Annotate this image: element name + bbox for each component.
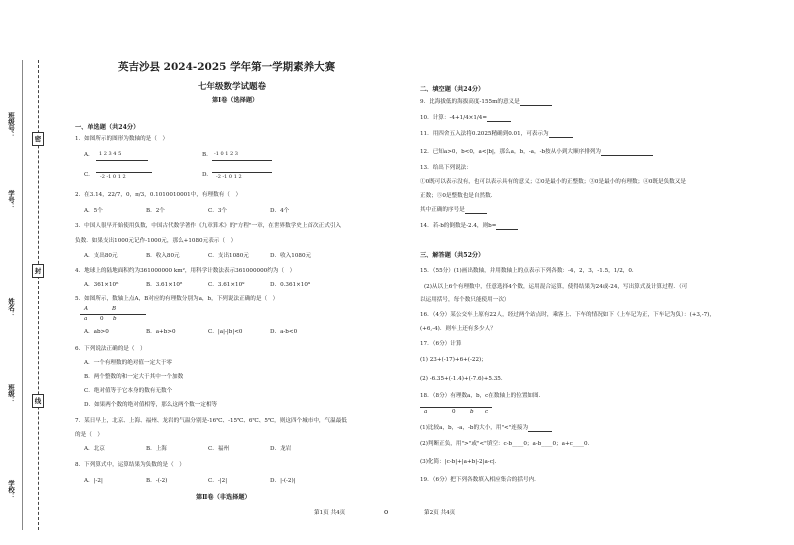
q18-label-b: b (470, 409, 474, 415)
q2-opt-d: D．4个 (270, 208, 290, 214)
q11-text: 11．用四舍五入法将0.2025精确到0.01，可表示为 (420, 131, 573, 138)
q5-label-zero: 0 (100, 316, 104, 322)
q2-opt-c: C．3个 (208, 208, 228, 214)
q3-opt-c: C．支出1080元 (208, 253, 249, 259)
q13-line-2: 正数；⑤0是整数也是自然数． (420, 193, 497, 199)
q9-text: 9．比海拔低的海拔高度-155m的意义是 (420, 99, 552, 106)
q18-label-c: c (485, 409, 489, 415)
q3-opt-b: B．收入80元 (146, 253, 180, 259)
q16-line-2: (+6,-4)．则车上还有多少人？ (420, 326, 496, 332)
q1-opt-c: C. (84, 172, 90, 178)
q8-opt-c: C．-|2| (208, 478, 228, 484)
q5-label-a: a (84, 316, 88, 322)
margin-line (22, 60, 23, 530)
q5-label-b: b (113, 316, 117, 322)
q4-text: 4．地球上的陆地面积约为361000000 km²，用科学计数法表示361000000约为（ ） (75, 268, 296, 274)
q2-text: 2．在3.14，22/7，0，π/3，0.1010010001中，有理数有（ ） (75, 192, 242, 198)
q10-text: 10．计算：-4+1/4×1/4= (420, 115, 511, 122)
q5-point-a: A (84, 306, 89, 312)
q5-axis (80, 314, 146, 315)
q1-b-ticks: -1 0 1 2 3 (214, 151, 238, 157)
q6-opt-b: B．两个整数的和一定大于其中一个加数 (84, 374, 184, 380)
section1-heading: 一、单选题（共24分） (75, 124, 140, 131)
q18-label-a: a (424, 409, 428, 415)
q1-a-ticks: 1 2 3 4 5 (99, 151, 122, 157)
q19-text: 19．（6分）把下列各数填入相应集合的括号内． (420, 477, 540, 483)
q1-c-axis (96, 172, 152, 173)
q5-opt-b: B．a+b>0 (146, 329, 176, 335)
section3-heading: 三、解答题（共52分） (420, 252, 485, 259)
q7-opt-b: B．上海 (146, 446, 167, 452)
q5-text: 5．如图所示，数轴上点A，B对应的有理数分别为a，b，下列说法正确的是（ ） (75, 296, 279, 302)
q8-text: 8．下列算式中，运算结果为负数的是（ ） (75, 462, 185, 468)
q14-text: 14．若-b的倒数是-2.4，则b= (420, 223, 518, 230)
seal-feng: 封 (32, 264, 44, 278)
q3-opt-a: A．支出80元 (84, 253, 118, 259)
q7-text-1: 7．某日早上，北京、上海、福州、龙岩的气温分别是-16℃、-15℃、6℃、5℃，则这四个城市中，气温最低 (75, 418, 347, 424)
page1-footer: 第1页 共4页 (314, 510, 346, 516)
q7-text-2: 的是（ ） (75, 432, 103, 438)
q3-text-1: 3．中国人很早开始使用负数，中国古代数学著作《九章算术》的"方程"一章，在世界数学史上首次正式引入 (75, 223, 342, 229)
exam-title: 英吉沙县 2024-2025 学年第一学期素养大赛 (118, 61, 336, 73)
part1-heading: 第Ⅰ卷（选择题） (212, 97, 259, 104)
seal-mi: 密 (32, 132, 44, 146)
q6-opt-c: C．绝对值等于它本身的数有无数个 (84, 388, 173, 394)
exam-subtitle: 七年级数学试题卷 (198, 82, 267, 92)
center-mark-icon: o (384, 508, 389, 516)
label-student-no: 学号： (7, 190, 15, 210)
q16-text: 16．（4分）某公交车上原有22人，经过两个站点时，乘客上、下车的情况如下（上车记为正，下车记为负）：(+3,-7)， (420, 312, 715, 318)
q8-opt-b: B．-(-2) (146, 478, 168, 484)
q3-opt-d: D．收入1080元 (270, 253, 312, 259)
q18-axis (420, 407, 492, 408)
q4-opt-b: B．3.61×10⁸ (146, 282, 183, 288)
q2-opt-b: B．2个 (146, 208, 165, 214)
q5-opt-a: A．ab>0 (84, 329, 109, 335)
q1-text: 1．如图所示的图形为数轴的是（ ） (75, 136, 169, 142)
q17-part-2: (2) -6.35+(-1.4)+(-7.6)+5.35． (420, 376, 507, 382)
q1-opt-a: A. (84, 152, 90, 158)
q7-opt-c: C．福州 (208, 446, 230, 452)
q4-opt-c: C．3.61×10⁹ (208, 282, 245, 288)
q18-text: 18．（8分）有理数a，b，c在数轴上的位置如图． (420, 393, 545, 399)
binding-dashed-line (38, 60, 39, 530)
q2-opt-a: A．5个 (84, 208, 103, 214)
q17-part-1: (1) 23+(-17)+6+(-22)； (420, 357, 487, 363)
q1-opt-d: D. (202, 172, 209, 178)
q15-line-2: (2)从以上6个有理数中，任意选择4个数，运用混合运算，使得结果为24或-24，写出算式及计算过程．（可 (424, 284, 688, 290)
label-class: 班级： (7, 384, 15, 404)
q5-opt-c: C．|a|-|b|<0 (208, 329, 243, 335)
page2-footer: 第2页 共4页 (424, 510, 456, 516)
section2-heading: 二、填空题（共24分） (420, 86, 485, 93)
q7-opt-a: A．北京 (84, 446, 105, 452)
q18-label-zero: 0 (452, 409, 456, 415)
part2-heading: 第Ⅱ卷（非选择题） (196, 494, 251, 501)
q4-opt-d: D．0.361×10⁹ (270, 282, 311, 288)
q1-b-axis (212, 160, 272, 161)
q18-part-1: (1)比较a，b，-a，-b的大小，用"<"连接为 (420, 425, 552, 432)
q1-a-axis (96, 160, 148, 161)
q1-opt-b: B. (202, 152, 208, 158)
q6-text: 6．下列说法正确的是（ ） (75, 346, 146, 352)
label-name: 姓名： (7, 298, 15, 318)
q3-text-2: 负数．如果支出1000元记作-1000元，那么+1080元表示（ ） (75, 238, 237, 244)
q1-d-axis (212, 172, 272, 173)
q18-part-3: (3)化简：|c-b|+|a+b|-2|a-c|． (420, 459, 501, 465)
q5-opt-d: D．a-b<0 (270, 329, 298, 335)
q18-part-2: (2)判断正负，用">"或"<"填空：c-b____0；a-b____0；a+c____0． (420, 441, 594, 447)
q17-text: 17．（6分）计算 (420, 341, 462, 347)
q8-opt-d: D．|-(-2)| (270, 478, 296, 484)
q13-line-1: ①0既可以表示没有，也可以表示具有的意义；②0是最小的正整数；③0是最小的有理数；④0既是负数又是 (420, 179, 686, 185)
label-class-no: 班级号： (7, 112, 15, 138)
q12-text: 12．已知a>0，b<0，a<|b|，那么a，b，-a，-b按从小到大顺序排列为 (420, 149, 653, 156)
label-school: 学校： (7, 480, 15, 500)
q13-line-3: 其中正确的序号是 (420, 207, 487, 214)
q4-opt-a: A．361×10⁶ (84, 282, 119, 288)
q7-opt-d: D．龙岩 (270, 446, 292, 452)
q1-c-ticks: -2 -1 0 1 2 (100, 174, 126, 180)
q15-text: 15．（55分）(1)画出数轴，并用数轴上的点表示下列各数：-4，2，3，-1.5，1/2，0． (420, 268, 638, 274)
q6-opt-d: D．如果两个数的绝对值相等，那么这两个数一定相等 (84, 402, 218, 408)
q1-d-ticks: -2 -1 0 1 2 (216, 174, 242, 180)
q5-point-b: B (112, 306, 117, 312)
seal-xian: 线 (32, 394, 44, 408)
q13-text: 13．给出下列说法： (420, 165, 472, 171)
q8-opt-a: A．|-2| (84, 478, 103, 484)
q6-opt-a: A．一个有理数的绝对值一定大于零 (84, 360, 172, 366)
q15-line-3: 以运用括号，每个数只能使用一次） (420, 297, 510, 303)
